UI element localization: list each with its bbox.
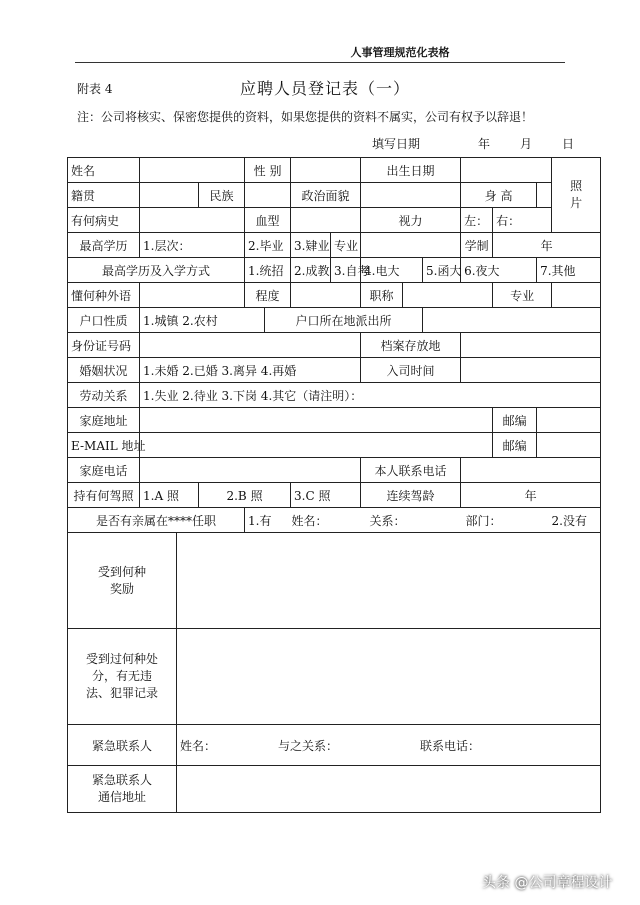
vision-label: 视力 [361,208,461,233]
email-address-label: E-MAIL 地址 [68,433,140,458]
major-field[interactable] [361,233,461,258]
relatives-relation-label: 关系： [369,513,406,528]
table-row [68,766,601,813]
political-status-field[interactable] [361,183,461,208]
driving-years-label: 连续驾龄 [361,483,461,508]
table-row [68,458,601,483]
marital-status-label: 婚姻状况 [68,358,140,383]
postcode-label: 邮编 [493,408,537,433]
table-row [68,258,601,283]
labor-relation-options[interactable]: 1.失业 2.待业 3.下岗 4.其它（请注明）： [140,383,601,408]
title-rank-field[interactable] [403,283,493,308]
emergency-name-label: 姓名： [180,738,217,753]
study-mode-option-6[interactable]: 6.夜大 [461,258,537,283]
height-field[interactable] [537,183,552,208]
major-label: 专业 [331,233,361,258]
study-mode-option-2[interactable]: 2.成教 [291,258,331,283]
relatives-name-label: 姓名： [291,513,328,528]
edu-graduated-option[interactable]: 2.毕业 [245,233,291,258]
study-mode-option-4[interactable]: 4.电大 [361,258,423,283]
year-label: 年 [478,137,491,151]
personal-phone-label: 本人联系电话 [361,458,461,483]
name-field[interactable] [140,158,245,183]
relatives-label: 是否有亲属在****任职 [68,508,245,533]
photo-label: 照片 [570,179,583,210]
table-row [68,408,601,433]
table-row [68,433,601,458]
edu-incomplete-option[interactable]: 3.肄业 [291,233,331,258]
illness-label: 有何病史 [68,208,140,233]
email-address-field[interactable] [140,433,493,458]
postcode-label-2: 邮编 [493,433,537,458]
duration-field[interactable] [493,233,601,258]
edu-level-label: 1.层次： [143,238,191,253]
punishments-field[interactable] [177,629,601,725]
license-option-a[interactable]: 1.A 照 [140,483,199,508]
home-address-label: 家庭地址 [68,408,140,433]
labor-relation-label: 劳动关系 [68,383,140,408]
vision-left-field[interactable] [461,208,493,233]
emergency-contact-field[interactable] [177,725,601,766]
photo-box[interactable] [552,158,601,233]
table-row [68,233,601,258]
entry-date-label: 入司时间 [361,358,461,383]
registration-form-table [67,157,601,813]
study-mode-option-3[interactable]: 3.自考 [331,258,361,283]
blood-type-label: 血型 [245,208,291,233]
vision-right-field[interactable] [493,208,552,233]
native-place-label: 籍贯 [68,183,140,208]
proficiency-label: 程度 [245,283,291,308]
ethnicity-label: 民族 [199,183,245,208]
birth-date-field[interactable] [461,158,552,183]
specialty-field[interactable] [552,283,601,308]
relatives-yes-option[interactable]: 1.有 [248,513,272,528]
gender-label: 性 别 [245,158,291,183]
license-option-b[interactable]: 2.B 照 [199,483,291,508]
table-row [68,283,601,308]
notice-text: 注：公司将核实、保密您提供的资料，如果您提供的资料不属实，公司有权予以辞退！ [77,110,534,124]
home-phone-field[interactable] [140,458,361,483]
entry-date-field[interactable] [461,358,601,383]
month-label: 月 [520,137,533,151]
table-row [68,208,601,233]
emergency-phone-label: 联系电话： [420,738,481,753]
gender-field[interactable] [291,158,361,183]
id-number-field[interactable] [140,333,361,358]
languages-field[interactable] [140,283,245,308]
license-option-c[interactable]: 3.C 照 [291,483,361,508]
edu-level-field[interactable] [140,233,245,258]
id-number-label: 身份证号码 [68,333,140,358]
relatives-no-option[interactable]: 2.没有 [551,513,587,528]
table-row [68,383,601,408]
archive-location-field[interactable] [461,333,601,358]
political-status-label: 政治面貌 [291,183,361,208]
ethnicity-field[interactable] [245,183,291,208]
emergency-relation-label: 与之关系： [278,738,339,753]
study-mode-label: 最高学历及入学方式 [68,258,245,283]
table-row [68,333,601,358]
vision-right-label: 右： [496,213,521,228]
form-title: 应聘人员登记表（一） [240,79,411,98]
postcode-field-2[interactable] [537,433,601,458]
emergency-address-label: 紧急联系人通信地址 [68,766,177,813]
study-mode-option-7[interactable]: 7.其他 [537,258,601,283]
header-rule [75,62,565,63]
awards-field[interactable] [177,533,601,629]
title-rank-label: 职称 [361,283,403,308]
archive-location-label: 档案存放地 [361,333,461,358]
blood-type-field[interactable] [291,208,361,233]
driving-years-field[interactable] [461,483,601,508]
illness-field[interactable] [140,208,245,233]
emergency-contact-label: 紧急联系人 [68,725,177,766]
hukou-type-label: 户口性质 [68,308,140,333]
vision-left-label: 左： [464,213,489,228]
height-label: 身 高 [461,183,537,208]
annex-label: 附表 4 [77,82,113,96]
relatives-field[interactable] [245,508,601,533]
document-header-title: 人事管理规范化表格 [350,46,450,59]
languages-label: 懂何种外语 [68,283,140,308]
license-label: 持有何驾照 [68,483,140,508]
specialty-label: 专业 [493,283,552,308]
fill-date-label: 填写日期 [372,137,421,151]
table-row [68,629,601,725]
emergency-address-field[interactable] [177,766,601,813]
table-row [68,533,601,629]
hukou-station-label: 户口所在地派出所 [265,308,423,333]
education-label: 最高学历 [68,233,140,258]
table-row [68,508,601,533]
home-address-field[interactable] [140,408,493,433]
duration-label: 学制 [461,233,493,258]
awards-label: 受到何种奖励 [68,533,177,629]
name-label: 姓名 [68,158,140,183]
marital-status-options[interactable]: 1.未婚 2.已婚 3.离异 4.再婚 [140,358,361,383]
duration-unit: 年 [540,238,553,253]
hukou-type-options[interactable]: 1.城镇 2.农村 [140,308,265,333]
postcode-field[interactable] [537,408,601,433]
table-row [68,158,601,183]
native-place-field[interactable] [140,183,199,208]
day-label: 日 [562,137,575,151]
driving-years-unit: 年 [524,488,537,503]
relatives-dept-label: 部门： [465,513,502,528]
personal-phone-field[interactable] [461,458,601,483]
table-row [68,725,601,766]
table-row [68,308,601,333]
table-row [68,483,601,508]
study-mode-option-5[interactable]: 5.函大 [423,258,461,283]
home-phone-label: 家庭电话 [68,458,140,483]
table-row [68,358,601,383]
fill-date-line [372,135,574,152]
study-mode-option-1[interactable]: 1.统招 [245,258,291,283]
birth-date-label: 出生日期 [361,158,461,183]
punishments-label: 受到过何种处分，有无违法、犯罪记录 [68,629,177,725]
proficiency-field[interactable] [291,283,361,308]
hukou-station-field[interactable] [423,308,601,333]
table-row [68,183,601,208]
watermark: 头条 @公司章程设计 [482,875,613,891]
